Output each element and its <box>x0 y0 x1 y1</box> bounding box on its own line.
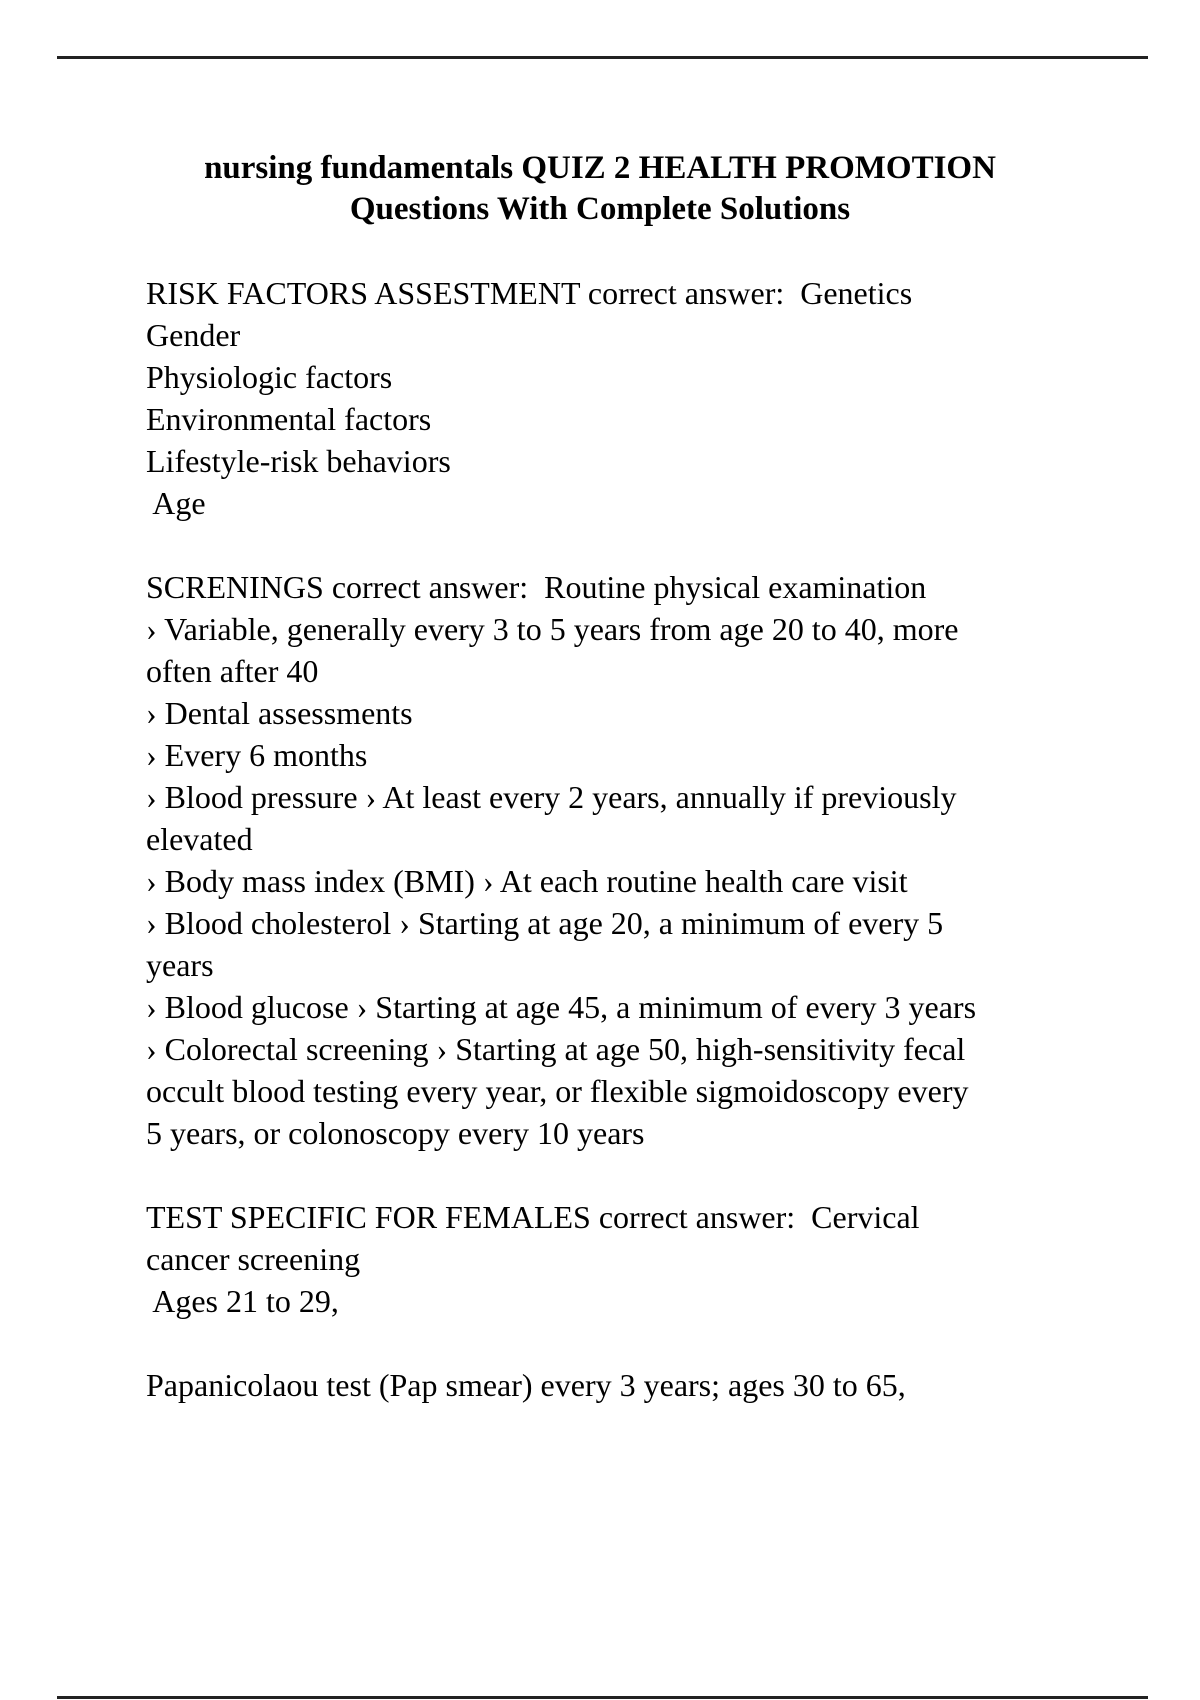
title-line-2: Questions With Complete Solutions <box>349 191 851 227</box>
text-line: › Every 6 months <box>146 737 368 773</box>
document-body <box>146 272 1146 1406</box>
text-line: › Blood glucose › Starting at age 45, a minimum of every 3 years <box>146 989 977 1025</box>
text-line: RISK FACTORS ASSESTMENT correct answer: Genetics <box>146 275 913 311</box>
text-line: Physiologic factors <box>146 359 393 395</box>
text-line: Gender <box>146 317 241 353</box>
blank-line <box>146 1154 1146 1196</box>
text-line: SCRENINGS correct answer: Routine physical examination <box>146 569 927 605</box>
text-line: Ages 21 to 29, <box>146 1283 339 1319</box>
header-rule <box>57 56 1148 59</box>
text-line: occult blood testing every year, or flexible sigmoidoscopy every <box>146 1073 969 1109</box>
document-title <box>0 148 1200 230</box>
blank-line <box>146 524 1146 566</box>
text-line: elevated <box>146 821 253 857</box>
text-line: Environmental factors <box>146 401 432 437</box>
title-line-1: nursing fundamentals QUIZ 2 HEALTH PROMOTION <box>204 150 996 186</box>
text-line: › Blood pressure › At least every 2 years, annually if previously <box>146 779 957 815</box>
blank-line <box>146 1322 1146 1364</box>
text-line: › Blood cholesterol › Starting at age 20, a minimum of every 5 <box>146 905 944 941</box>
text-line: 5 years, or colonoscopy every 10 years <box>146 1115 645 1151</box>
text-line: › Variable, generally every 3 to 5 years from age 20 to 40, more <box>146 611 959 647</box>
text-line: often after 40 <box>146 653 319 689</box>
text-line: Lifestyle-risk behaviors <box>146 443 451 479</box>
footer-rule <box>57 1696 1148 1699</box>
text-line: › Colorectal screening › Starting at age 50, high-sensitivity fecal <box>146 1031 966 1067</box>
text-line: years <box>146 947 214 983</box>
text-line: Papanicolaou test (Pap smear) every 3 years; ages 30 to 65, <box>146 1367 906 1403</box>
text-line: › Body mass index (BMI) › At each routine health care visit <box>146 863 908 899</box>
text-line: › Dental assessments <box>146 695 413 731</box>
text-line: cancer screening <box>146 1241 361 1277</box>
text-line: TEST SPECIFIC FOR FEMALES correct answer: Cervical <box>146 1199 920 1235</box>
text-line: Age <box>146 485 206 521</box>
